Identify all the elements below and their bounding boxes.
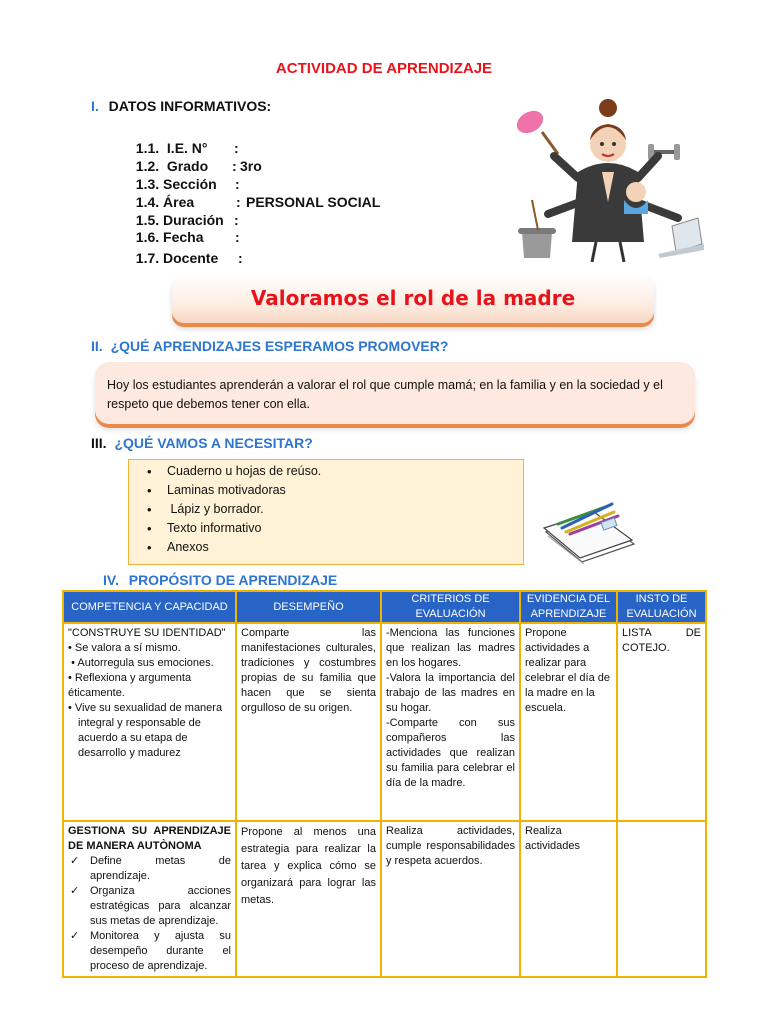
section-4-label: PROPÓSITO DE APRENDIZAJE — [128, 572, 338, 588]
table-cell-competencia — [63, 821, 236, 977]
table-header-desempeno: DESEMPEÑO — [236, 591, 381, 623]
table-cell-competencia — [63, 623, 236, 821]
table-header-criterios: CRITERIOS DE EVALUACIÓN — [381, 591, 520, 623]
capacidades-checklist — [68, 854, 231, 974]
table-cell-instrumento — [617, 821, 706, 977]
section-1-heading — [91, 98, 271, 114]
notebook-pencils-illustration-icon — [538, 492, 638, 564]
info-fecha: 1.6. Fecha : — [135, 229, 240, 245]
table-cell-evidencia: Realiza actividades — [520, 821, 617, 977]
info-label: 1.4. Área — [135, 194, 195, 210]
learning-purpose-table — [62, 590, 707, 978]
info-label: 1.6. Fecha — [135, 229, 204, 245]
capacidad-item: ✓ Organiza acciones estratégicas para alcanzar sus metas de aprendizaje. — [90, 884, 231, 929]
table-cell-criterios: Realiza actividades, cumple responsabilidades y respeta acuerdos. — [381, 821, 520, 977]
section-2-number: II. — [91, 338, 103, 354]
list-item: • Cuaderno u hojas de reúso. — [167, 462, 523, 481]
busy-mother-illustration-icon — [508, 92, 706, 264]
info-label: 1.1. I.E. N° — [135, 140, 208, 156]
table-header-evidencia: EVIDENCIA DEL APRENDIZAJE — [520, 591, 617, 623]
table-header-competencia: COMPETENCIA Y CAPACIDAD — [63, 591, 236, 623]
info-duracion: 1.5. Duración : — [135, 212, 239, 228]
capacidad-item: • Se valora a sí mismo. — [68, 642, 181, 654]
capacidad-item: ✓ Define metas de aprendizaje. — [90, 854, 231, 884]
table-cell-evidencia: Propone actividades a realizar para celebrar el día de la madre en la escuela. — [520, 623, 617, 821]
section-4-number: IV. — [103, 572, 119, 588]
table-cell-desempeno: Propone al menos una estrategia para realizar la tarea y explica cómo se organizará para lograr las metas. — [236, 821, 381, 977]
competencia-title: GESTIONA SU APRENDIZAJE DE MANERA AUTÒNOMA — [68, 825, 231, 852]
table-row — [63, 623, 706, 821]
info-value: 3ro — [240, 158, 262, 174]
criterio-item: -Menciona las funciones que realizan las madres en los hogares. — [386, 627, 515, 669]
capacidad-item: ✓ Monitorea y ajusta su desempeño durante el proceso de aprendizaje. — [90, 929, 231, 974]
table-row — [63, 821, 706, 977]
table-header-instrumento: INSTO DE EVALUACIÓN — [617, 591, 706, 623]
capacidad-item: • Vive su sexualidad de manera integral y responsable de acuerdo a su etapa de desarrollo y madurez — [68, 702, 223, 759]
table-cell-instrumento: LISTA DE COTEJO. — [617, 623, 706, 821]
criterio-item: -Valora la importancia del trabajo de las madres en su hogar. — [386, 672, 515, 714]
table-cell-desempeno: Comparte las manifestaciones culturales, tradiciones y costumbres propias de su familia que hacen que se sienta orgulloso de su origen. — [236, 623, 381, 821]
criterio-item: -Comparte con sus compañeros las actividades que realizan su familia para celebrar el día de la madre. — [386, 717, 515, 789]
list-item: • Laminas motivadoras — [167, 481, 523, 500]
competencia-title: "CONSTRUYE SU IDENTIDAD" — [68, 627, 226, 639]
table-header-row — [63, 591, 706, 623]
section-2-label: ¿QUÉ APRENDIZAJES ESPERAMOS PROMOVER? — [110, 338, 449, 354]
list-item: • Anexos — [167, 538, 523, 557]
info-label: 1.3. Sección — [135, 176, 217, 192]
page-title: ACTIVIDAD DE APRENDIZAJE — [275, 60, 493, 77]
section-3-number: III. — [91, 435, 107, 451]
capacidad-item: • Autorregula sus emociones. — [68, 657, 214, 669]
info-label: 1.2. Grado — [135, 158, 209, 174]
info-grado: 1.2. Grado : 3ro — [135, 158, 262, 174]
info-ie: 1.1. I.E. N° : — [135, 140, 239, 156]
section-4-heading — [103, 572, 337, 588]
info-label: 1.5. Duración — [135, 212, 224, 228]
section-3-heading — [91, 435, 313, 451]
list-item: • Texto informativo — [167, 519, 523, 538]
capacidad-item: • Reflexiona y argumenta éticamente. — [68, 672, 192, 699]
info-seccion: 1.3. Sección : — [135, 176, 240, 192]
materials-box — [128, 459, 524, 565]
info-area: 1.4. Área : PERSONAL SOCIAL — [135, 194, 381, 210]
info-docente: 1.7. Docente : — [135, 250, 243, 266]
section-1-number: I. — [91, 98, 99, 114]
section-1-label: DATOS INFORMATIVOS: — [108, 98, 272, 114]
info-value: PERSONAL SOCIAL — [246, 194, 381, 210]
section-2-heading — [91, 338, 448, 354]
learning-goal-box: Hoy los estudiantes aprenderán a valorar el rol que cumple mamá; en la familia y en la sociedad y el respeto que debemos tener con ella. — [95, 362, 695, 424]
list-item: • Lápiz y borrador. — [167, 500, 523, 519]
section-3-label: ¿QUÉ VAMOS A NECESITAR? — [114, 435, 313, 451]
table-cell-criterios — [381, 623, 520, 821]
info-label: 1.7. Docente — [135, 250, 219, 266]
lesson-title-banner: Valoramos el rol de la madre — [172, 273, 654, 323]
materials-list — [129, 462, 523, 557]
